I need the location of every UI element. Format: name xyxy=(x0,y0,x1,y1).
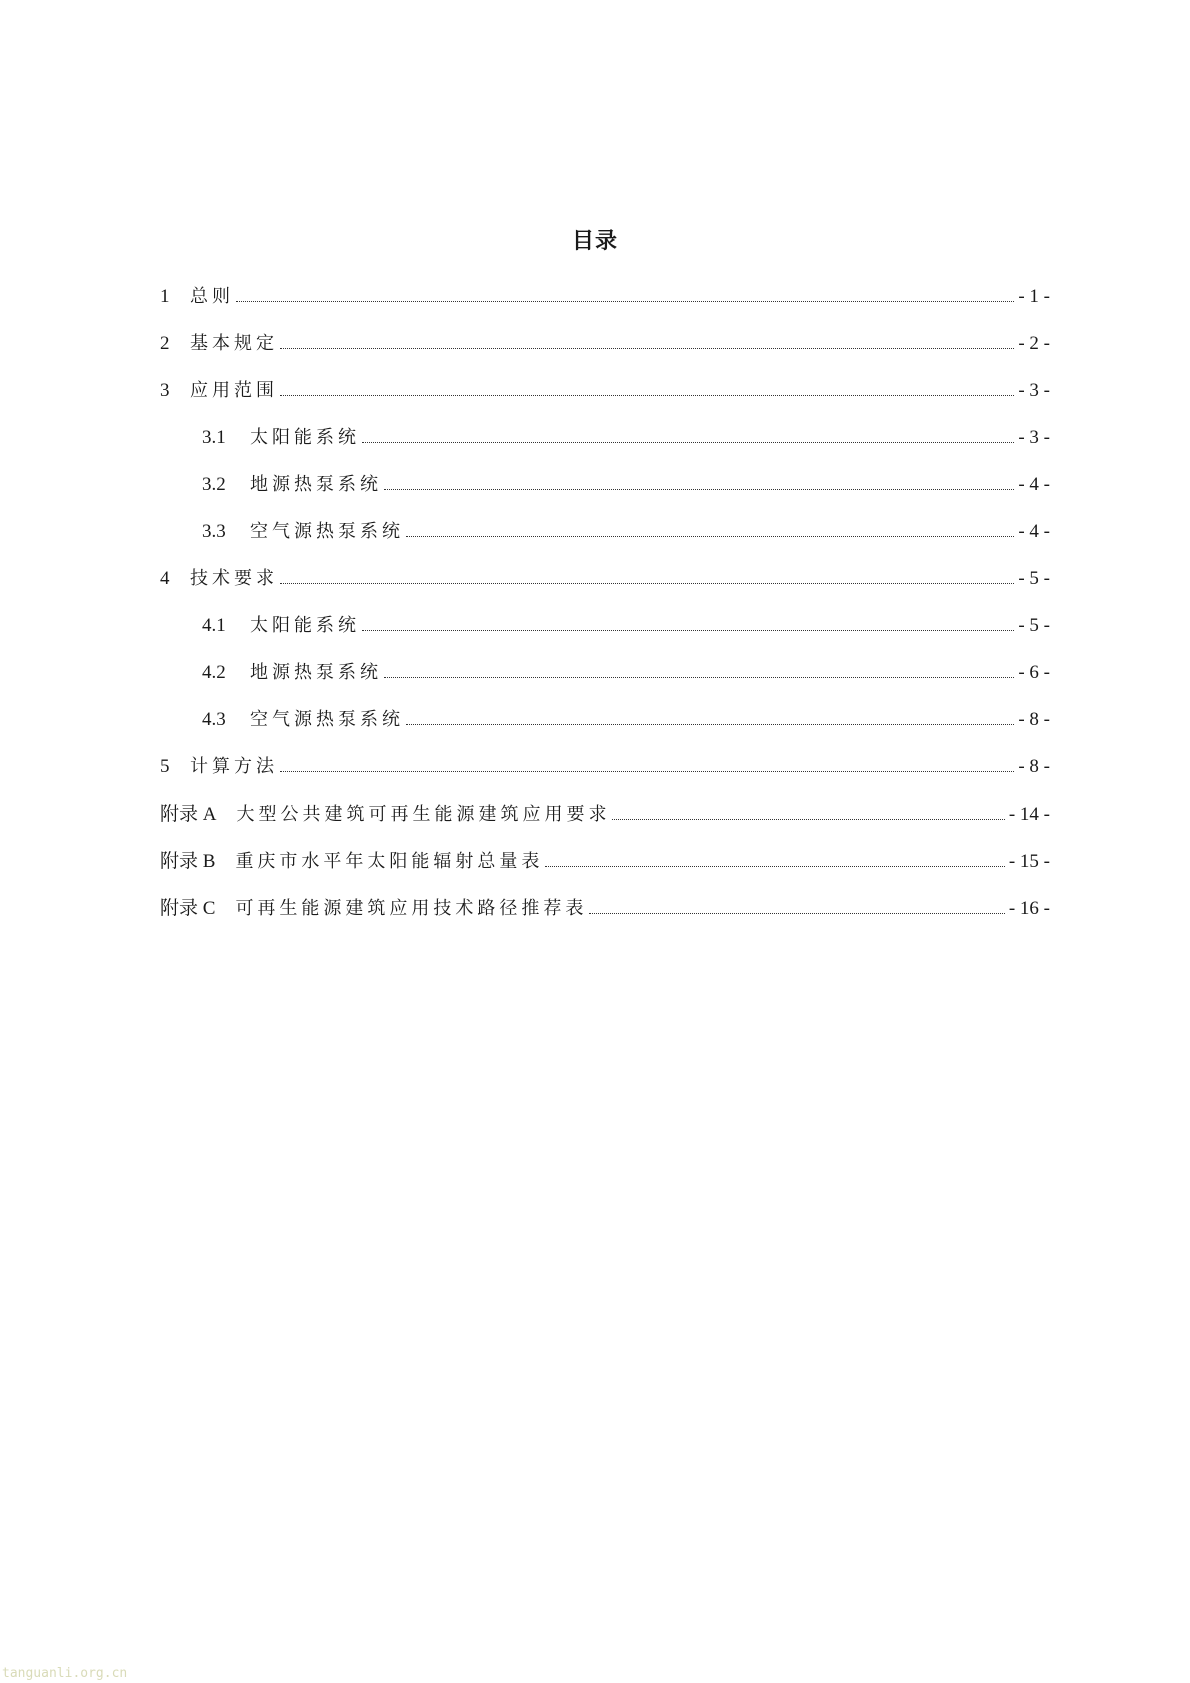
watermark: tanguanli.org.cn xyxy=(2,1666,128,1681)
toc-entry-page: - 1 - xyxy=(1018,286,1050,307)
toc-entry-label: 空气源热泵系统 xyxy=(250,709,404,730)
toc-entry-2[interactable] xyxy=(160,329,1050,376)
toc-entry-appendix-a[interactable] xyxy=(160,799,1050,846)
toc-entry-number: 2 xyxy=(160,333,170,354)
toc-entry-number: 4.2 xyxy=(202,662,226,683)
toc-leader-dots xyxy=(362,629,1014,631)
toc-entry-number: 3 xyxy=(160,380,170,401)
toc-entry-page: - 8 - xyxy=(1018,709,1050,730)
toc-entry-number: 附录 A xyxy=(160,804,217,825)
toc-entry-label: 基本规定 xyxy=(190,333,278,354)
toc-entry-page: - 3 - xyxy=(1018,427,1050,448)
toc-entry-number: 附录 B xyxy=(160,851,216,872)
toc-leader-dots xyxy=(362,441,1014,443)
toc-entry-page: - 15 - xyxy=(1008,851,1050,872)
toc-entry-3-3[interactable] xyxy=(160,517,1050,564)
toc-entry-appendix-c[interactable] xyxy=(160,893,1050,940)
toc-entry-1[interactable] xyxy=(160,282,1050,329)
toc-leader-dots xyxy=(545,865,1004,867)
toc-entry-label: 可再生能源建筑应用技术路径推荐表 xyxy=(235,898,588,919)
toc-entry-number: 4.1 xyxy=(202,615,226,636)
toc-entry-3[interactable] xyxy=(160,376,1050,423)
toc-entry-page: - 3 - xyxy=(1018,380,1050,401)
toc-entry-4-2[interactable] xyxy=(160,658,1050,705)
toc-entry-page: - 5 - xyxy=(1018,568,1050,589)
toc-entry-5[interactable] xyxy=(160,752,1050,799)
toc-entry-page: - 8 - xyxy=(1018,756,1050,777)
toc-leader-dots xyxy=(280,394,1014,396)
toc-entry-page: - 6 - xyxy=(1018,662,1050,683)
toc-entry-page: - 5 - xyxy=(1018,615,1050,636)
toc-entry-label: 重庆市水平年太阳能辐射总量表 xyxy=(235,851,544,872)
toc-entry-number: 1 xyxy=(160,286,170,307)
toc-entry-label: 太阳能系统 xyxy=(250,427,360,448)
toc-leader-dots xyxy=(406,723,1014,725)
toc-leader-dots xyxy=(612,818,1004,820)
toc-entry-appendix-b[interactable] xyxy=(160,846,1050,893)
toc-entry-number: 4.3 xyxy=(202,709,226,730)
toc-leader-dots xyxy=(406,535,1014,537)
toc-title: 目录 xyxy=(571,229,618,254)
toc-entry-number: 4 xyxy=(160,568,170,589)
toc-leader-dots xyxy=(280,347,1014,349)
toc-entry-label: 计算方法 xyxy=(190,756,278,777)
toc-entry-label: 大型公共建筑可再生能源建筑应用要求 xyxy=(236,804,611,825)
toc-entry-label: 地源热泵系统 xyxy=(250,474,382,495)
toc-entry-number: 5 xyxy=(160,756,170,777)
toc-entry-page: - 14 - xyxy=(1008,804,1050,825)
toc-entry-4[interactable] xyxy=(160,564,1050,611)
table-of-contents xyxy=(160,282,1050,940)
toc-entry-label: 太阳能系统 xyxy=(250,615,360,636)
toc-entry-page: - 16 - xyxy=(1008,898,1050,919)
toc-leader-dots xyxy=(589,912,1004,914)
toc-entry-number: 3.2 xyxy=(202,474,226,495)
toc-entry-label: 空气源热泵系统 xyxy=(250,521,404,542)
toc-entry-3-1[interactable] xyxy=(160,423,1050,470)
toc-entry-4-3[interactable] xyxy=(160,705,1050,752)
toc-entry-page: - 2 - xyxy=(1018,333,1050,354)
toc-leader-dots xyxy=(236,300,1014,302)
toc-leader-dots xyxy=(384,488,1014,490)
toc-entry-label: 技术要求 xyxy=(190,568,278,589)
toc-entry-number: 3.1 xyxy=(202,427,226,448)
toc-entry-label: 应用范围 xyxy=(190,380,278,401)
toc-leader-dots xyxy=(384,676,1014,678)
toc-entry-4-1[interactable] xyxy=(160,611,1050,658)
toc-entry-label: 地源热泵系统 xyxy=(250,662,382,683)
toc-entry-label: 总则 xyxy=(190,286,234,307)
toc-leader-dots xyxy=(280,582,1014,584)
toc-entry-number: 3.3 xyxy=(202,521,226,542)
toc-entry-page: - 4 - xyxy=(1018,521,1050,542)
toc-entry-page: - 4 - xyxy=(1018,474,1050,495)
toc-entry-number: 附录 C xyxy=(160,898,216,919)
toc-leader-dots xyxy=(280,770,1014,772)
toc-entry-3-2[interactable] xyxy=(160,470,1050,517)
